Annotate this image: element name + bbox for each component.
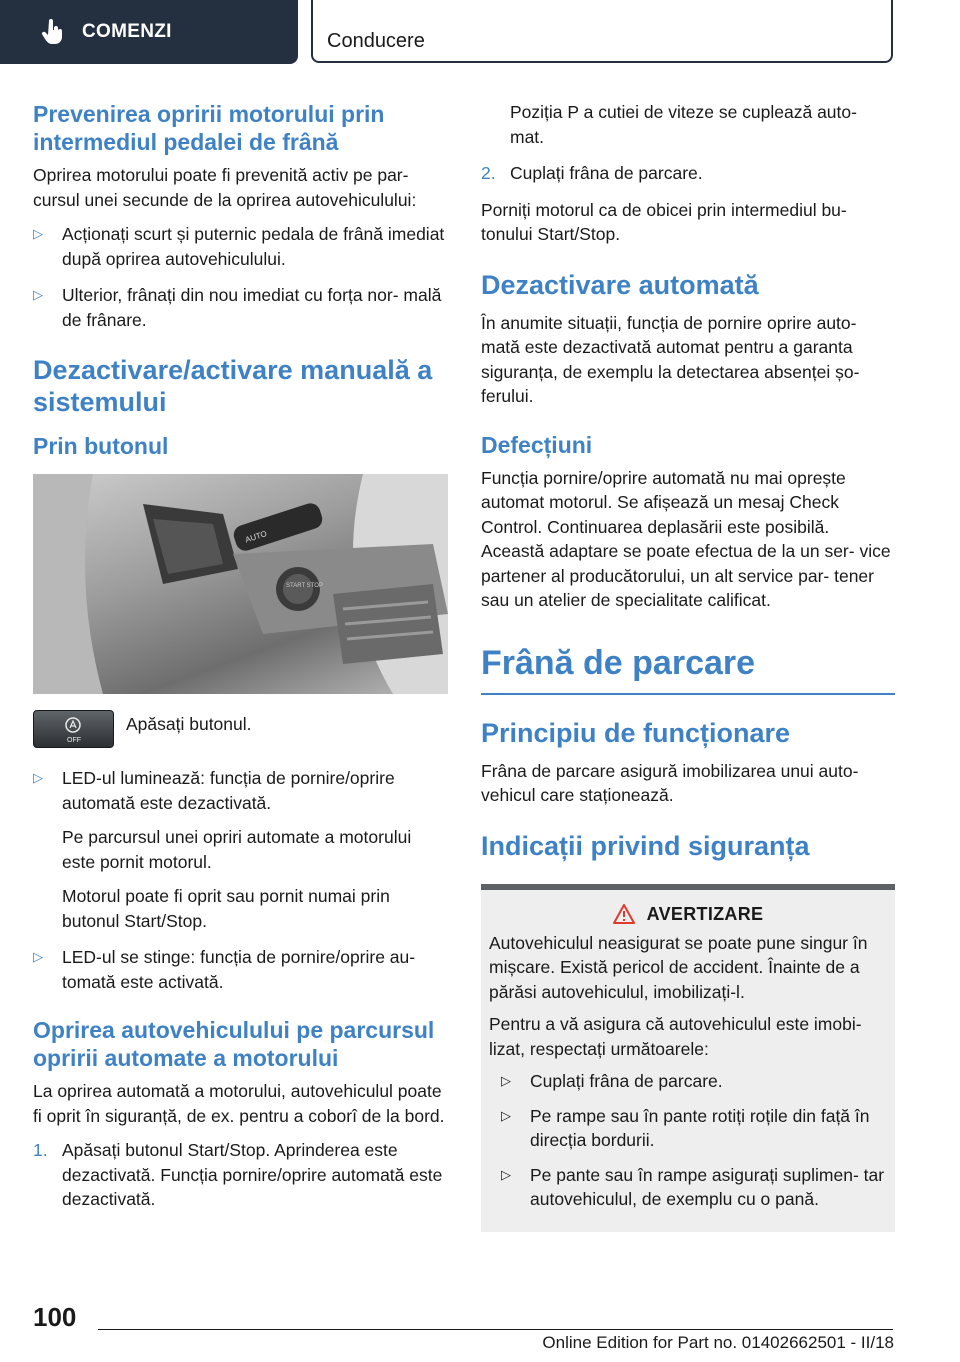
list-item-subtext: Motorul poate fi oprit sau pornit numai prin butonul Start/Stop. — [62, 886, 390, 931]
paragraph-principle: Frâna de parcare asigură imobilizarea unui auto- vehicul care staționează. — [481, 760, 859, 805]
warning-box — [481, 884, 895, 1232]
warning-paragraph: Autovehiculul neasigurat se poate pune singur în mișcare. Există pericol de accident. Înainte de a părăsi autovehiculul, imobilizați-l. — [489, 932, 868, 1002]
warning-paragraph: Pentru a vă asigura că autovehiculul este imobi- lizat, respectați următoarele: — [489, 1014, 862, 1059]
hand-pointer-icon — [42, 19, 64, 45]
list-item — [33, 222, 448, 271]
warning-title — [489, 904, 887, 925]
section-title: Conducere — [327, 30, 425, 52]
chapter-tab — [0, 0, 298, 64]
heading-prevent-stop: Prevenirea opririi motorului prin intermediul pedalei de frână — [33, 101, 385, 155]
bullet-triangle-icon: ▷ — [501, 1073, 511, 1088]
steering-column-photo — [33, 474, 448, 694]
step-item — [481, 161, 895, 186]
list-item — [33, 945, 448, 994]
button-instruction — [33, 710, 448, 748]
step-number: 1. — [33, 1140, 48, 1160]
list-item — [33, 766, 448, 933]
paragraph-start: Porniți motorul ca de obicei prin intermediul bu- tonului Start/Stop. — [481, 199, 847, 244]
bullet-triangle-icon: ▷ — [501, 1166, 511, 1182]
footer-edition: Online Edition for Part no. 01402662501 - II/18 — [542, 1333, 894, 1352]
heading-by-button: Prin butonul — [33, 433, 169, 459]
step-item — [33, 1138, 448, 1212]
heading-principle: Principiu de funcționare — [481, 717, 791, 748]
heading-parking-brake: Frână de parcare — [481, 643, 895, 695]
bullet-triangle-icon: ▷ — [33, 287, 43, 302]
auto-off-icon — [34, 711, 113, 747]
heading-manual: Dezactivare/activare manuală a sistemului — [33, 355, 433, 417]
bullet-triangle-icon: ▷ — [33, 949, 43, 964]
list-item — [501, 1163, 887, 1212]
warning-label: AVERTIZARE — [646, 903, 764, 924]
paragraph-faults: Funcția pornire/oprire automată nu mai oprește automat motorul. Se afișează un mesaj Check Control. Continuarea deplasării este posibilă. Această adaptare se poate efectua de la un ser- vice partener al producătorului, un alt service par- tener sau un atelier de specialitate calificat. — [481, 467, 891, 610]
section-header — [311, 0, 893, 63]
list-item — [501, 1104, 887, 1153]
list-item-text: Cuplați frâna de parcare. — [530, 1071, 723, 1091]
dashboard-illustration — [33, 474, 448, 694]
step-continuation — [481, 100, 895, 149]
list-item — [33, 283, 448, 332]
heading-safety: Indicații privind siguranța — [481, 830, 810, 861]
right-column — [481, 100, 895, 1232]
bullet-triangle-icon: ▷ — [33, 226, 43, 241]
step-text: Apăsați butonul Start/Stop. Aprinderea este dezactivată. Funcția pornire/oprire automată este dezactivată. — [62, 1140, 443, 1209]
list-item-subtext: Pe parcursul unei opriri automate a motorului este pornit motorul. — [62, 827, 412, 872]
chapter-label: COMENZI — [82, 21, 172, 42]
list-item-text: LED-ul luminează: funcția de pornire/oprire automată este dezactivată. — [62, 768, 395, 813]
paragraph-stop: La oprirea automată a motorului, autovehiculul poate fi oprit în siguranță, de ex. pentru a coborî de la bord. — [33, 1081, 445, 1126]
list-item-text: Pe pante sau în rampe asigurați suplimen- tar autovehiculul, de exemplu cu o pană. — [530, 1164, 885, 1209]
paragraph-auto: În anumite situații, funcția de pornire oprire auto- mată este dezactivată automat pentru a garanta siguranța, de exemplu la detectarea absenței șo- ferului. — [481, 312, 860, 406]
list-item-text: Acționați scurt și puternic pedala de frână imediat după oprirea autovehiculului. — [62, 224, 445, 269]
bullet-triangle-icon: ▷ — [501, 1107, 511, 1123]
paragraph-prevent: Oprirea motorului poate fi prevenită activ pe par- cursul unei secunde de la oprirea autovehiculului: — [33, 165, 417, 210]
page-number: 100 — [33, 1302, 77, 1332]
heading-faults: Defecțiuni — [481, 431, 593, 458]
footer-divider — [98, 1329, 893, 1330]
button-instruction-text: Apăsați butonul. — [126, 714, 252, 734]
list-item-text: Ulterior, frânați din nou imediat cu forța nor- mală de frânare. — [62, 285, 442, 330]
step-text: Cuplați frâna de parcare. — [510, 163, 703, 183]
step-text: Poziția P a cutiei de viteze se cuplează auto- mat. — [510, 102, 857, 147]
lever-label: AUTO — [244, 529, 268, 545]
list-item — [501, 1069, 887, 1094]
photo-button-label: START STOP — [286, 583, 323, 589]
auto-start-stop-off-button-icon — [33, 710, 114, 748]
step-number: 2. — [481, 163, 496, 183]
list-item-text: LED-ul se stinge: funcția de pornire/oprire au- tomată este activată. — [62, 947, 416, 992]
warning-triangle-icon — [613, 904, 635, 924]
heading-stop-vehicle: Oprirea autovehiculului pe parcursul opririi automate a motorului — [33, 1017, 435, 1071]
list-item-text: Pe rampe sau în pante rotiți roțile din față în direcția bordurii. — [530, 1105, 870, 1150]
bullet-triangle-icon: ▷ — [33, 770, 43, 785]
off-label: OFF — [67, 737, 81, 744]
heading-auto-deactivation: Dezactivare automată — [481, 269, 759, 300]
left-column — [33, 100, 448, 1224]
